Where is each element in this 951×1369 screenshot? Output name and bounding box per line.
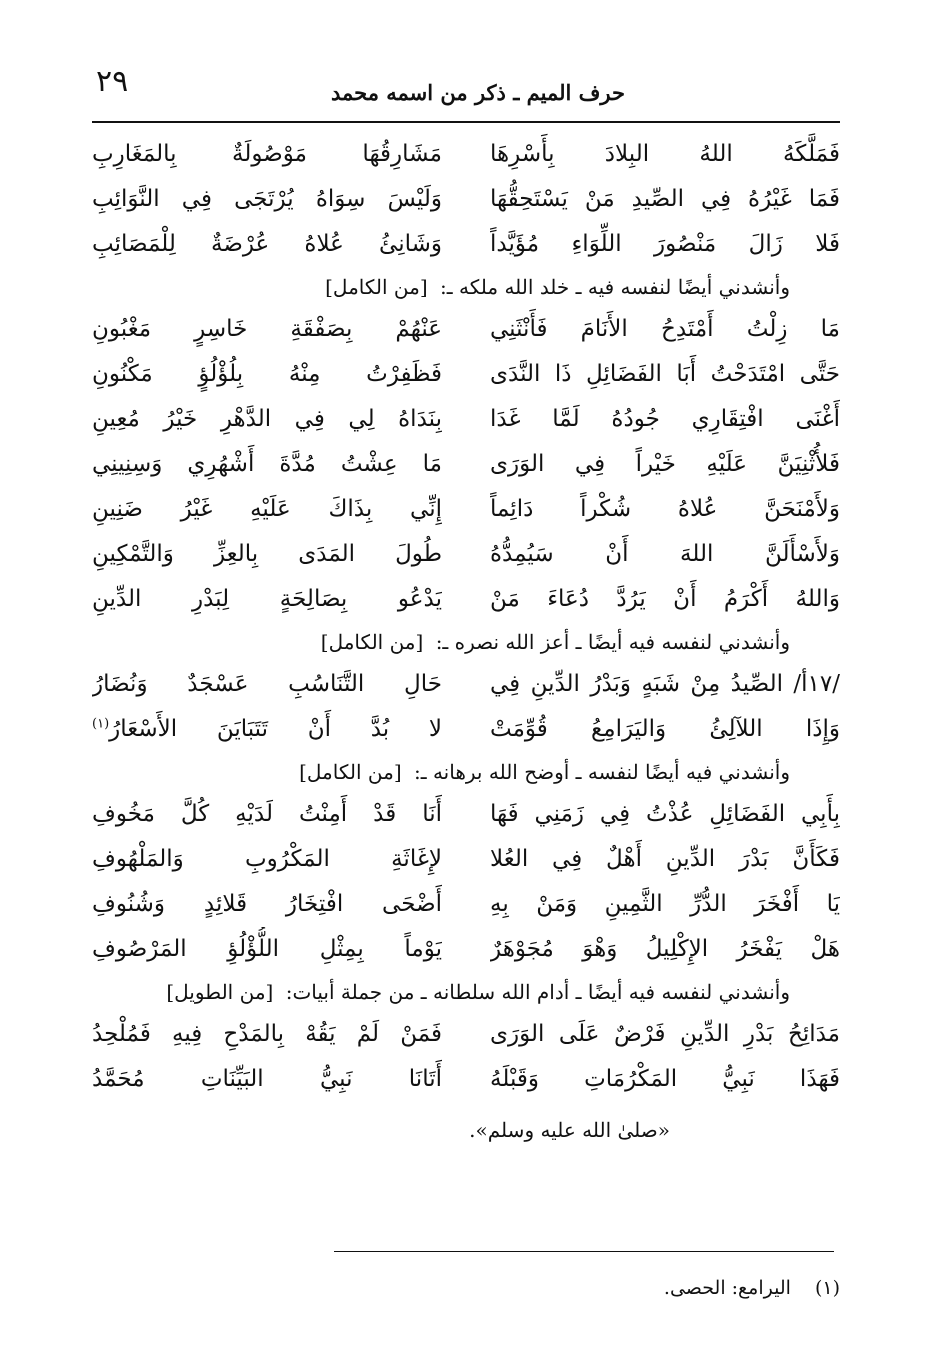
second-hemistich: لإِغَاثَةِ المَكْرُوبِ وَالمَلْهُوفِ xyxy=(92,846,442,872)
verse-line xyxy=(92,792,840,837)
verse-line xyxy=(92,177,840,222)
second-hemistich: مَشَارِقُهَا مَوْصُولَةٌ بِالمَغَارِبِ xyxy=(92,141,442,167)
verse-line xyxy=(92,707,840,752)
verse-line xyxy=(92,397,840,442)
intro-text: وأنشدني أيضًا لنفسه فيه ـ خلد الله ملكه ـ: xyxy=(440,275,790,299)
first-hemistich: فَكَأَنَّ بَدْرَ الدِّينِ أَهْلٌ فِي العُلا xyxy=(490,846,840,872)
section-intro xyxy=(92,267,840,307)
second-hemistich: أَنَا قَدْ أَمِنْتُ لَدَيْهِ كُلَّ مَخُوفِ xyxy=(92,801,442,827)
first-hemistich: /١٧أ/ الصِّيدُ مِنْ شَبَهٍ وَبَدْرُ الدِّينِ فِي xyxy=(490,671,840,697)
meter-label: [من الكامل] xyxy=(325,275,428,299)
verse-line xyxy=(92,1012,840,1057)
first-hemistich: مَا زِلْتُ أَمْتَدِحُ الأَنَامَ فَأَنْثَنِي xyxy=(490,316,840,342)
verse-group xyxy=(92,622,840,752)
first-hemistich: وَلأَسْأَلَنَّ اللهَ أَنْ سَيُمِدُّهُ xyxy=(490,541,840,567)
verse-line xyxy=(92,222,840,267)
poem-body xyxy=(92,132,840,1158)
second-hemistich: مَا عِشْتُ مُدَّةَ أَشْهُرِي وَسِنِينِي xyxy=(92,451,442,477)
footnote xyxy=(400,1273,840,1303)
second-hemistich: فَظَفِرْتُ مِنْهُ بِلُؤْلُؤٍ مَكْنُونِ xyxy=(92,361,442,387)
meter-label: [من الطويل] xyxy=(166,980,274,1004)
second-hemistich: وَلَيْسَ سِوَاهُ يُرْتَجَى فِي النَّوَائِبِ xyxy=(92,186,442,212)
section-intro xyxy=(92,752,840,792)
verse-line xyxy=(92,927,840,972)
second-hemistich: يَدْعُو بِصَالِحَةٍ لِبَدْرِ الدِّينِ xyxy=(92,586,442,612)
verse-line xyxy=(92,352,840,397)
second-hemistich: يَوْماً بِمِثْلِ اللُّؤْلُؤِ المَرْصُوفِ xyxy=(92,936,442,962)
footnote-text: اليرامع: الحصى. xyxy=(663,1277,791,1299)
second-hemistich: بِنَدَاهُ لِي فِي الدَّهْرِ خَيْرُ مُعِينِ xyxy=(92,406,442,432)
closing-formula: «صلىٰ الله عليه وسلم». xyxy=(469,1118,670,1142)
first-hemistich: فَلأُثْنِيَنَّ عَلَيْهِ خَيْراً فِي الوَرَى xyxy=(490,451,840,477)
verse-line xyxy=(92,577,840,622)
first-hemistich: وَاللهُ أَكْرَمُ أَنْ يَرُدَّ دُعَاءَ مَنْ xyxy=(490,586,840,612)
verse-line xyxy=(92,882,840,927)
verse-line xyxy=(92,487,840,532)
footnote-rule xyxy=(334,1251,834,1252)
first-hemistich: فَمَلَّكَهُ اللهُ البِلادَ بِأَسْرِهَا xyxy=(490,141,840,167)
verse-line xyxy=(92,442,840,487)
page-number: ٢٩ xyxy=(96,64,129,99)
verse-line xyxy=(92,1057,840,1102)
first-hemistich: هَلْ يَفْخَرُ الإِكْلِيلُ وَهْوَ مُجَوْهَرٌ xyxy=(490,936,840,962)
meter-label: [من الكامل] xyxy=(299,760,402,784)
first-hemistich: وَلأَمْنَحَنَّ عُلاهُ شُكْراً دَائِماً xyxy=(490,496,840,522)
verse-group xyxy=(92,267,840,622)
first-hemistich: فَلا زَالَ مَنْصُورَ اللِّوَاءِ مُؤَيَّداً xyxy=(490,231,840,257)
second-hemistich: أَضْحَى افْتِخَارُ قَلائِدٍ وَشُنُوفِ xyxy=(92,891,442,917)
verse-line xyxy=(92,307,840,352)
verse-line xyxy=(92,662,840,707)
second-hemistich: لا بُدَّ أَنْ تَتَبَايَنَ الأَسْعَارُ xyxy=(109,716,442,742)
first-hemistich: فَهَذَا نَبِيُّ المَكْرُمَاتِ وَقَبْلَهُ xyxy=(490,1066,840,1092)
second-hemistich: إِنِّي بِذَاكَ عَلَيْهِ غَيْرُ ضَنِينِ xyxy=(92,496,442,522)
first-hemistich: أَغْنَى افْتِقَارِي جُودُهُ لَمَّا غَدَا xyxy=(490,406,840,432)
first-hemistich: يَا أَفْخَرَ الدُّرِّ الثَّمِينِ وَمَنْ بِهِ xyxy=(490,891,840,917)
footnote-number: (١) xyxy=(814,1277,840,1299)
second-hemistich: حَالِ التَّنَاسُبِ عَسْجَدٌ وَنُضَارُ xyxy=(92,671,442,697)
meter-label: [من الكامل] xyxy=(320,630,424,654)
header-rule xyxy=(92,121,840,123)
running-title: حرف الميم ـ ذكر من اسمه محمد xyxy=(330,80,625,105)
verse-group xyxy=(92,752,840,972)
first-hemistich: وَإِذَا اللآلِئُ وَاليَرَامِعُ قُوِّمَتْ xyxy=(490,716,840,742)
first-hemistich: حَتَّى امْتَدَحْتُ أَبَا الفَضَائِلِ ذَا النَّدَى xyxy=(490,361,840,387)
intro-text: وأنشدني فيه أيضًا لنفسه ـ أوضح الله برهانه ـ: xyxy=(414,760,790,784)
verse-line xyxy=(92,837,840,882)
verse-line xyxy=(92,132,840,177)
section-intro xyxy=(92,622,840,662)
first-hemistich: مَدَائِحُ بَدْرِ الدِّينِ فَرْضٌ عَلَى الوَرَى xyxy=(490,1021,840,1047)
first-hemistich: بِأَبِي الفَضَائِلِ عُذْتُ فِي زَمَنِي فَهَا xyxy=(490,801,840,827)
second-hemistich-with-note xyxy=(92,707,442,752)
section-intro xyxy=(92,972,840,1012)
second-hemistich: أَتَانَا نَبِيُّ البَيِّنَاتِ مُحَمَّدُ xyxy=(92,1066,442,1092)
second-hemistich: فَمَنْ لَمْ يَقُهْ بِالمَدْحِ فِيهِ فَمُلْحِدُ xyxy=(92,1021,442,1047)
second-hemistich: طُولَ المَدَى بِالعِزِّ وَالتَّمْكِينِ xyxy=(92,541,442,567)
second-hemistich: عَنْهُمْ بِصَفْقَةِ خَاسِرٍ مَغْبُونِ xyxy=(92,316,442,342)
verse-group xyxy=(92,132,840,267)
first-hemistich: فَمَا غَيْرُهُ فِي الصِّيدِ مَنْ يَسْتَحِقُّهَا xyxy=(490,186,840,212)
verse-line xyxy=(92,532,840,577)
second-hemistich: وَشَانِئُ عُلاهُ عُرْضَةٌ لِلْمَصَائِبِ xyxy=(92,231,442,257)
footnote-reference[interactable]: (١) xyxy=(92,716,110,732)
verse-group xyxy=(92,972,840,1102)
intro-text: وأنشدني لنفسه فيه أيضًا ـ أعز الله نصره ـ: xyxy=(435,630,790,654)
intro-text: وأنشدني لنفسه فيه أيضًا ـ أدام الله سلطانه ـ من جملة أبيات: xyxy=(285,980,790,1004)
